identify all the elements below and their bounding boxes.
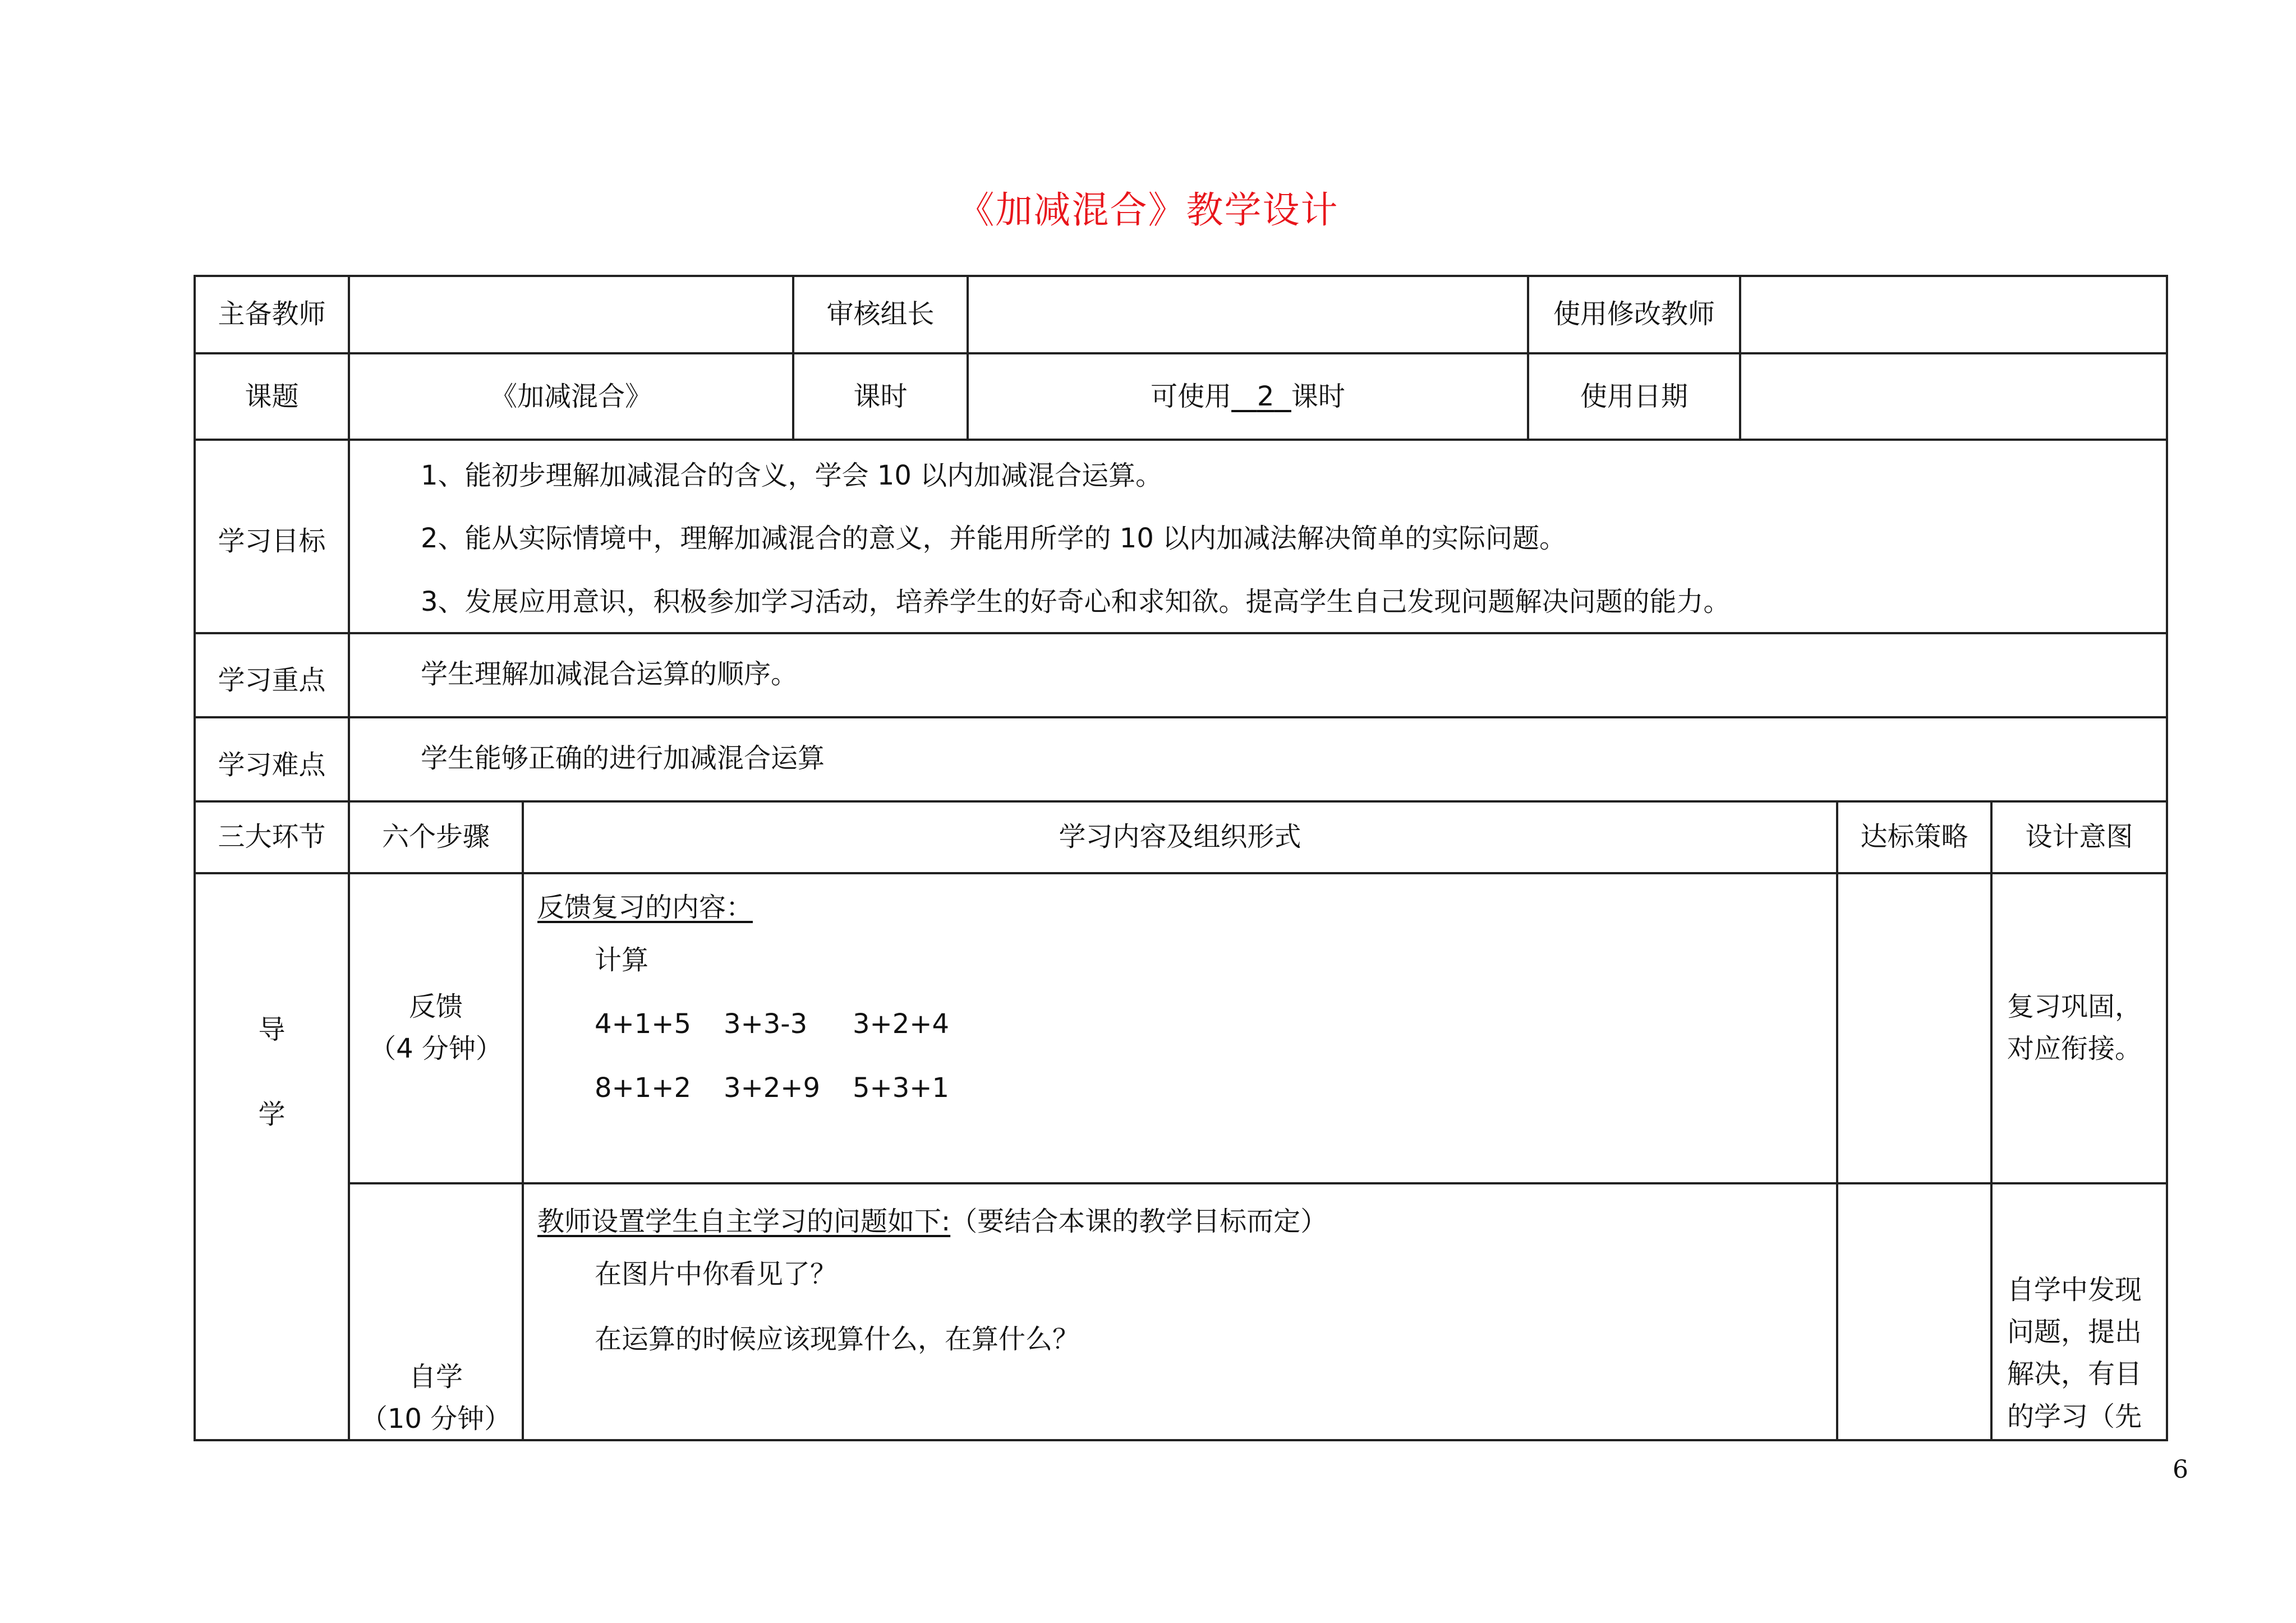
- label-main-teacher: 主备教师: [218, 298, 326, 330]
- label-difficulty: 学习难点: [218, 749, 326, 781]
- label-date: 使用日期: [1580, 381, 1688, 412]
- col-header-content: 学习内容及组织形式: [1059, 821, 1301, 852]
- exercise-item: 3+2+9: [724, 1072, 821, 1104]
- row-divider: [194, 800, 2168, 803]
- step-content-heading: [537, 1205, 1327, 1238]
- intent-line: 解决，有目: [2007, 1358, 2142, 1390]
- step-time: （10 分钟）: [360, 1403, 512, 1435]
- row-divider: [194, 632, 2168, 634]
- exercise-item: 5+3+1: [853, 1072, 950, 1104]
- heading-underlined: 教师设置学生自主学习的问题如下:: [537, 1206, 951, 1237]
- hours-suffix: 课时: [1291, 381, 1345, 412]
- col-header-stage: 三大环节: [218, 821, 326, 852]
- exercise-item: 3+3-3: [724, 1008, 808, 1040]
- key-point-text: 学生理解加减混合运算的顺序。: [421, 658, 798, 690]
- label-hours: 课时: [853, 381, 908, 412]
- difficulty-text: 学生能够正确的进行加减混合运算: [421, 743, 825, 774]
- intent-line: 问题，提出: [2007, 1316, 2142, 1348]
- page-number: 6: [2173, 1455, 2188, 1484]
- stage-char: 学: [258, 1099, 286, 1130]
- label-goals: 学习目标: [218, 525, 326, 557]
- hours-number-text: 2: [1257, 381, 1274, 412]
- intent-line: 的学习（先: [2007, 1401, 2142, 1432]
- goal-item: 3、发展应用意识，积极参加学习活动，培养学生的好奇心和求知欲。提高学生自己发现问题解决问题的能力。: [421, 586, 1731, 617]
- col-header-intent: 设计意图: [2025, 821, 2133, 852]
- label-key-point: 学习重点: [218, 665, 326, 696]
- row-divider: [194, 352, 2168, 354]
- table-border-top: [194, 275, 2168, 277]
- row-divider: [194, 439, 2168, 441]
- self-study-question: 在运算的时候应该现算什么，在算什么？: [595, 1324, 1080, 1355]
- row-divider: [349, 1182, 2168, 1184]
- col-divider: [1739, 275, 1741, 440]
- label-topic: 课题: [245, 381, 299, 412]
- intent-line: 自学中发现: [2007, 1274, 2142, 1306]
- col-divider: [1990, 800, 1993, 1441]
- exercise-item: 3+2+4: [853, 1008, 950, 1040]
- step-name: 反馈: [408, 991, 463, 1022]
- table-border-right: [2166, 275, 2168, 1441]
- hours-number: [1231, 381, 1291, 412]
- col-header-steps: 六个步骤: [381, 821, 490, 852]
- exercise-item: 4+1+5: [595, 1008, 692, 1040]
- hours-prefix: 可使用: [1151, 381, 1232, 412]
- row-divider: [194, 716, 2168, 718]
- step-content-subheading: 计算: [595, 944, 649, 976]
- self-study-question: 在图片中你看见了？: [595, 1258, 838, 1290]
- step-name: 自学: [408, 1361, 463, 1393]
- stage-char: 导: [258, 1014, 286, 1045]
- exercise-item: 8+1+2: [595, 1072, 692, 1104]
- intent-line: 对应衔接。: [2007, 1033, 2142, 1064]
- goal-item: 1、能初步理解加减混合的含义，学会 10 以内加减混合运算。: [421, 460, 1163, 491]
- row-divider: [194, 872, 2168, 874]
- hours-value: [969, 380, 1527, 413]
- col-divider: [522, 800, 524, 1441]
- col-divider: [967, 275, 969, 440]
- heading-note: （要结合本课的教学目标而定）: [950, 1206, 1328, 1237]
- label-review-leader: 审核组长: [826, 298, 935, 330]
- goal-item: 2、能从实际情境中，理解加减混合的意义，并能用所学的 10 以内加减法解决简单的实际问题。: [421, 523, 1567, 554]
- table-border-bottom: [194, 1439, 2168, 1441]
- col-divider: [348, 275, 350, 1441]
- topic-value: 《加减混合》: [490, 381, 652, 412]
- col-header-strategy: 达标策略: [1860, 821, 1968, 852]
- col-divider: [1836, 800, 1838, 1441]
- label-modify-teacher: 使用修改教师: [1553, 298, 1715, 330]
- document-title: 《加减混合》教学设计: [957, 188, 1339, 232]
- intent-line: 复习巩固，: [2007, 991, 2142, 1022]
- step-time: （4 分钟）: [369, 1033, 503, 1064]
- table-border-left: [194, 275, 196, 1441]
- step-content-heading: 反馈复习的内容：: [537, 892, 753, 923]
